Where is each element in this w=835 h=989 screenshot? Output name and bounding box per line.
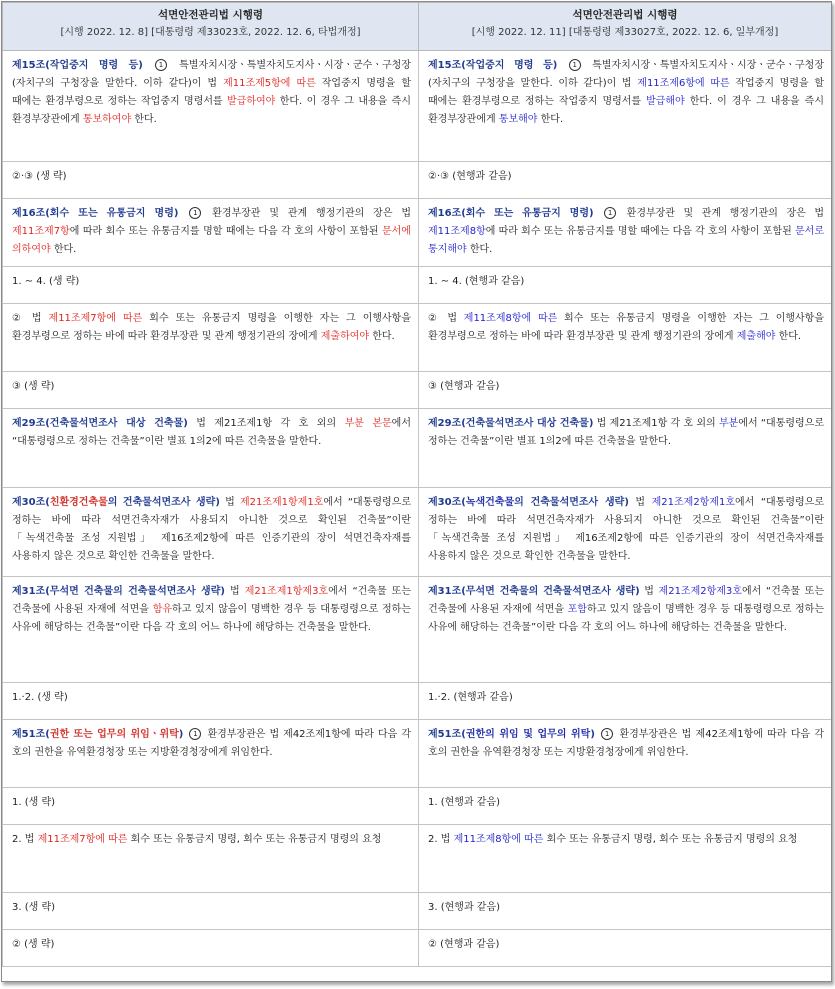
table-row bbox=[3, 267, 832, 304]
text-segment: 특별자치시장ㆍ특별자치도지사ㆍ시장ㆍ군수ㆍ구청장(자치구의 구청장을 말한다. 이하 같다)이 법 bbox=[12, 60, 411, 89]
text-segment: 3. (현행과 같음) bbox=[428, 902, 501, 913]
text-segment: 하고 있지 않음이 명백한 경우 등 대통령령으로 정하는 사유에 해당하는 건축물”이란 다음 각 호의 어느 하나에 해당하는 건축물을 말한다. bbox=[428, 604, 824, 633]
article-heading: 제31조(무석면 건축물의 건축물석면조사 생략) bbox=[12, 586, 225, 597]
deleted-text-highlight: 통보하여야 bbox=[82, 114, 132, 125]
amended-law-cell bbox=[419, 304, 832, 372]
table-row bbox=[3, 930, 832, 967]
article-heading: 제16조(회수 또는 유통금지 명령) bbox=[12, 208, 179, 219]
article-heading: ) bbox=[178, 729, 184, 740]
table-row bbox=[3, 409, 832, 488]
table-row bbox=[3, 51, 832, 162]
text-segment: 에 따라 회수 또는 유통금지를 명할 때에는 다음 각 호의 사항이 포함된 bbox=[69, 226, 383, 237]
deleted-text-highlight: 제11조제7항에 따른 bbox=[48, 313, 143, 324]
article-heading: 제31조(무석면 건축물의 건축물석면조사 생략) bbox=[428, 586, 640, 597]
text-segment: 에서 “대통령령으로 정하는 바에 따라 석면건축자재가 사용되지 아니한 것으로 확인된 건축물”이란 「녹색건축물 조성 지원법」 제16조제2항에 따른 인증기관의 장이 석면건축자재를 사용하지 않은 것으로 확인한 건축물을 말한다. bbox=[428, 497, 824, 562]
text-segment: 한다. 이 경우 그 내용을 즉시 환경부장관에게 bbox=[12, 96, 412, 125]
amended-text-highlight: 제11조제8항에 따른 bbox=[453, 834, 544, 845]
amended-text-highlight: 문서로 통지해야 bbox=[428, 226, 824, 255]
amended-law-cell bbox=[419, 577, 832, 683]
amended-law-cell bbox=[419, 162, 832, 199]
deleted-text-highlight: 제21조제1항제1호 bbox=[239, 497, 324, 508]
right-subtitle: [시행 2022. 12. 11] [대통령령 제33027호, 2022. 12. 6, 일부개정] bbox=[471, 27, 779, 38]
circled-number-marker: 1 bbox=[569, 59, 581, 71]
text-segment: 1. ∼ 4. (생 략) bbox=[12, 276, 80, 287]
text-segment bbox=[183, 729, 187, 740]
text-segment: 에 따라 회수 또는 유통금지를 명할 때에는 다음 각 호의 사항이 포함된 bbox=[485, 226, 796, 237]
current-law-cell bbox=[3, 825, 419, 893]
table-row bbox=[3, 788, 832, 825]
current-law-cell bbox=[3, 720, 419, 788]
current-law-cell bbox=[3, 893, 419, 930]
text-segment: 회수 또는 유통금지 명령을 이행한 자는 그 이행사항을 환경부령으로 정하는 바에 따라 환경부장관 및 관계 행정기관의 장에게 bbox=[428, 313, 824, 342]
right-column-header bbox=[419, 3, 832, 51]
amended-text-highlight: 발급해야 bbox=[646, 96, 685, 107]
deleted-text-highlight: 제21조제1항제3호 bbox=[244, 586, 329, 597]
text-segment: 1. ∼ 4. (현행과 같음) bbox=[428, 276, 525, 287]
article-heading: 의 건축물석면조사 생략) bbox=[107, 497, 220, 508]
table-row bbox=[3, 825, 832, 893]
text-segment: 작업중지 명령을 할 때에는 환경부령으로 정하는 작업중지 명령서를 bbox=[12, 78, 411, 107]
table-row bbox=[3, 304, 832, 372]
text-segment: 한다. bbox=[50, 244, 77, 255]
current-law-cell bbox=[3, 409, 419, 488]
article-heading: 제30조( bbox=[12, 497, 50, 508]
text-segment: 법 bbox=[639, 586, 659, 597]
table-row bbox=[3, 488, 832, 577]
amended-law-cell bbox=[419, 267, 832, 304]
text-segment: 회수 또는 유통금지 명령, 회수 또는 유통금지 명령의 요청 bbox=[127, 834, 382, 845]
article-heading: 녹색건축물 bbox=[465, 497, 515, 508]
text-segment: 한다. bbox=[131, 114, 157, 125]
text-segment bbox=[595, 729, 599, 740]
circled-number-marker: 1 bbox=[189, 728, 201, 740]
article-heading: ) bbox=[590, 729, 595, 740]
text-segment bbox=[557, 60, 566, 71]
amended-text-highlight: 포함 bbox=[567, 604, 587, 615]
article-heading: 권한 또는 업무의 위임ㆍ위탁 bbox=[49, 729, 179, 740]
text-segment: 에서 “대통령령으로 정하는 바에 따라 석면건축자재가 사용되지 아니한 것으로 확인된 건축물”이란 「녹색건축물 조성 지원법」 제16조제2항에 따른 인증기관의 장이 석면건축자재를 사용하지 않은 것으로 확인한 건축물을 말한다. bbox=[12, 497, 411, 562]
table-row bbox=[3, 372, 832, 409]
text-segment: 회수 또는 유통금지 명령, 회수 또는 유통금지 명령의 요청 bbox=[543, 834, 798, 845]
amended-law-cell bbox=[419, 372, 832, 409]
current-law-cell bbox=[3, 199, 419, 267]
text-segment: 에서 “건축물 또는 건축물에 사용된 자재에 석면을 bbox=[428, 586, 824, 615]
article-heading: 제15조(작업중지 명령 등) bbox=[12, 60, 143, 71]
amended-law-cell bbox=[419, 788, 832, 825]
amended-text-highlight: 통보해야 bbox=[498, 114, 538, 125]
article-heading: 제15조(작업중지 명령 등) bbox=[428, 60, 558, 71]
amended-text-highlight: 제출해야 bbox=[736, 331, 776, 342]
text-segment: 환경부장관은 법 제42조제1항에 따라 다음 각 호의 권한을 유역환경청장 또는 지방환경청장에게 위임한다. bbox=[12, 729, 411, 758]
text-segment: 특별자치시장ㆍ특별자치도지사ㆍ시장ㆍ군수ㆍ구청장(자치구의 구청장을 말한다. 이하 같다)이 법 bbox=[428, 60, 824, 89]
text-segment: 한다. 이 경우 그 내용을 즉시 환경부장관에게 bbox=[428, 96, 825, 125]
table-row bbox=[3, 162, 832, 199]
current-law-cell bbox=[3, 930, 419, 967]
amended-law-cell bbox=[419, 488, 832, 577]
amended-law-cell bbox=[419, 893, 832, 930]
table-row bbox=[3, 893, 832, 930]
amended-text-highlight: 제21조제2항제3호 bbox=[658, 586, 742, 597]
text-segment: 법 제21조제1항 각 호 외의 bbox=[593, 418, 719, 429]
text-segment: 에서 “대통령령으로 정하는 건축물”이란 별표 1의2에 따른 건축물을 말한다. bbox=[12, 418, 411, 447]
text-segment: 법 bbox=[628, 497, 652, 508]
text-segment: ③ (생 략) bbox=[12, 381, 55, 392]
current-law-cell bbox=[3, 304, 419, 372]
deleted-text-highlight: 부분 본문 bbox=[344, 418, 392, 429]
text-segment: 에서 “대통령령으로 정하는 건축물”이란 별표 1의2에 따른 건축물을 말한다. bbox=[428, 418, 824, 447]
current-law-cell bbox=[3, 577, 419, 683]
text-segment: 작업중지 명령을 할 때에는 환경부령으로 정하는 작업중지 명령서를 bbox=[428, 78, 824, 107]
deleted-text-highlight: 제11조제7항에 따른 bbox=[37, 834, 128, 845]
amended-text-highlight: 제21조제2항제1호 bbox=[651, 497, 736, 508]
law-comparison-table bbox=[2, 2, 832, 967]
circled-number-marker: 1 bbox=[155, 59, 167, 71]
current-law-cell bbox=[3, 488, 419, 577]
text-segment: 한다. bbox=[369, 331, 395, 342]
current-law-cell bbox=[3, 51, 419, 162]
deleted-text-highlight: 문서에 의하여야 bbox=[12, 226, 411, 255]
text-segment: 1. (생 략) bbox=[12, 797, 56, 808]
amended-text-highlight: 제11조제8항에 따른 bbox=[463, 313, 558, 324]
amended-law-cell bbox=[419, 720, 832, 788]
left-subtitle: [시행 2022. 12. 8] [대통령령 제33023호, 2022. 12. 6, 타법개정] bbox=[60, 27, 361, 38]
article-heading: 권한의 위임 및 업무의 위탁 bbox=[465, 729, 591, 740]
text-segment: 2. 법 bbox=[428, 834, 454, 845]
text-segment: 환경부장관은 법 제42조제1항에 따라 다음 각 호의 권한을 유역환경청장 또는 지방환경청장에게 위임한다. bbox=[428, 729, 824, 758]
text-segment bbox=[143, 60, 153, 71]
table-row bbox=[3, 683, 832, 720]
comparison-table-frame bbox=[1, 1, 832, 982]
deleted-text-highlight: 발급하여야 bbox=[227, 96, 276, 107]
text-segment: 한다. bbox=[466, 244, 493, 255]
current-law-cell bbox=[3, 372, 419, 409]
left-title: 석면안전관리법 시행령 bbox=[157, 9, 264, 21]
text-segment: 하고 있지 않음이 명백한 경우 등 대통령령으로 정하는 사유에 해당하는 건축물”이란 다음 각 호의 어느 하나에 해당하는 건축물을 말한다. bbox=[12, 604, 411, 633]
text-segment bbox=[178, 208, 187, 219]
circled-number-marker: 1 bbox=[189, 207, 201, 219]
table-header-row bbox=[3, 3, 832, 51]
article-heading: 의 건축물석면조사 생략) bbox=[514, 497, 629, 508]
amended-law-cell bbox=[419, 683, 832, 720]
table-row bbox=[3, 720, 832, 788]
amended-law-cell bbox=[419, 51, 832, 162]
right-title: 석면안전관리법 시행령 bbox=[572, 9, 678, 21]
deleted-text-highlight: 제11조제5항에 따른 bbox=[223, 78, 316, 89]
text-segment: ② 법 bbox=[12, 313, 49, 324]
circled-number-marker: 1 bbox=[601, 728, 613, 740]
table-row bbox=[3, 199, 832, 267]
deleted-text-highlight: 함유 bbox=[152, 604, 173, 615]
text-segment: 1.·2. (현행과 같음) bbox=[428, 692, 513, 703]
article-heading: 친환경건축물 bbox=[49, 497, 108, 508]
text-segment: ②·③ (생 략) bbox=[12, 171, 67, 182]
amended-law-cell bbox=[419, 199, 832, 267]
text-segment: ②·③ (현행과 같음) bbox=[428, 171, 512, 182]
text-segment: 법 bbox=[219, 497, 240, 508]
amended-law-cell bbox=[419, 930, 832, 967]
text-segment: 2. 법 bbox=[12, 834, 38, 845]
article-heading: 제30조( bbox=[428, 497, 466, 508]
amended-text-highlight: 부분 bbox=[718, 418, 739, 429]
text-segment: 회수 또는 유통금지 명령을 이행한 자는 그 이행사항을 환경부령으로 정하는 바에 따라 환경부장관 및 관계 행정기관의 장에게 bbox=[12, 313, 411, 342]
text-segment: ② 법 bbox=[428, 313, 464, 324]
text-segment: ② (현행과 같음) bbox=[428, 939, 500, 950]
amended-law-cell bbox=[419, 409, 832, 488]
text-segment: 한다. bbox=[775, 331, 802, 342]
left-column-header bbox=[3, 3, 419, 51]
deleted-text-highlight: 제11조제7항 bbox=[12, 226, 70, 237]
deleted-text-highlight: 제출하여야 bbox=[320, 331, 370, 342]
article-heading: 제29조(건축물석면조사 대상 건축물) bbox=[12, 418, 188, 429]
text-segment: 에서 “건축물 또는 건축물에 사용된 자재에 석면을 bbox=[12, 586, 411, 615]
article-heading: 제16조(회수 또는 유통금지 명령) bbox=[428, 208, 594, 219]
current-law-cell bbox=[3, 788, 419, 825]
circled-number-marker: 1 bbox=[604, 207, 616, 219]
text-segment: 3. (생 략) bbox=[12, 902, 56, 913]
article-heading: 제51조( bbox=[12, 729, 50, 740]
amended-text-highlight: 제11조제8항 bbox=[428, 226, 486, 237]
text-segment: 법 bbox=[224, 586, 245, 597]
text-segment: ② (생 략) bbox=[12, 939, 55, 950]
current-law-cell bbox=[3, 683, 419, 720]
amended-text-highlight: 제11조제6항에 따른 bbox=[637, 78, 730, 89]
current-law-cell bbox=[3, 267, 419, 304]
current-law-cell bbox=[3, 162, 419, 199]
text-segment: 환경부장관 및 관계 행정기관의 장은 법 bbox=[203, 208, 411, 219]
amended-law-cell bbox=[419, 825, 832, 893]
text-segment: 환경부장관 및 관계 행정기관의 장은 법 bbox=[618, 208, 824, 219]
text-segment: 1. (현행과 같음) bbox=[428, 797, 501, 808]
table-row bbox=[3, 577, 832, 683]
text-segment bbox=[594, 208, 603, 219]
text-segment: ③ (현행과 같음) bbox=[428, 381, 500, 392]
text-segment: 법 제21조제1항 각 호 외의 bbox=[187, 418, 345, 429]
article-heading: 제51조( bbox=[428, 729, 466, 740]
text-segment: 한다. bbox=[537, 114, 564, 125]
article-heading: 제29조(건축물석면조사 대상 건축물) bbox=[428, 418, 594, 429]
text-segment: 1.·2. (생 략) bbox=[12, 692, 68, 703]
